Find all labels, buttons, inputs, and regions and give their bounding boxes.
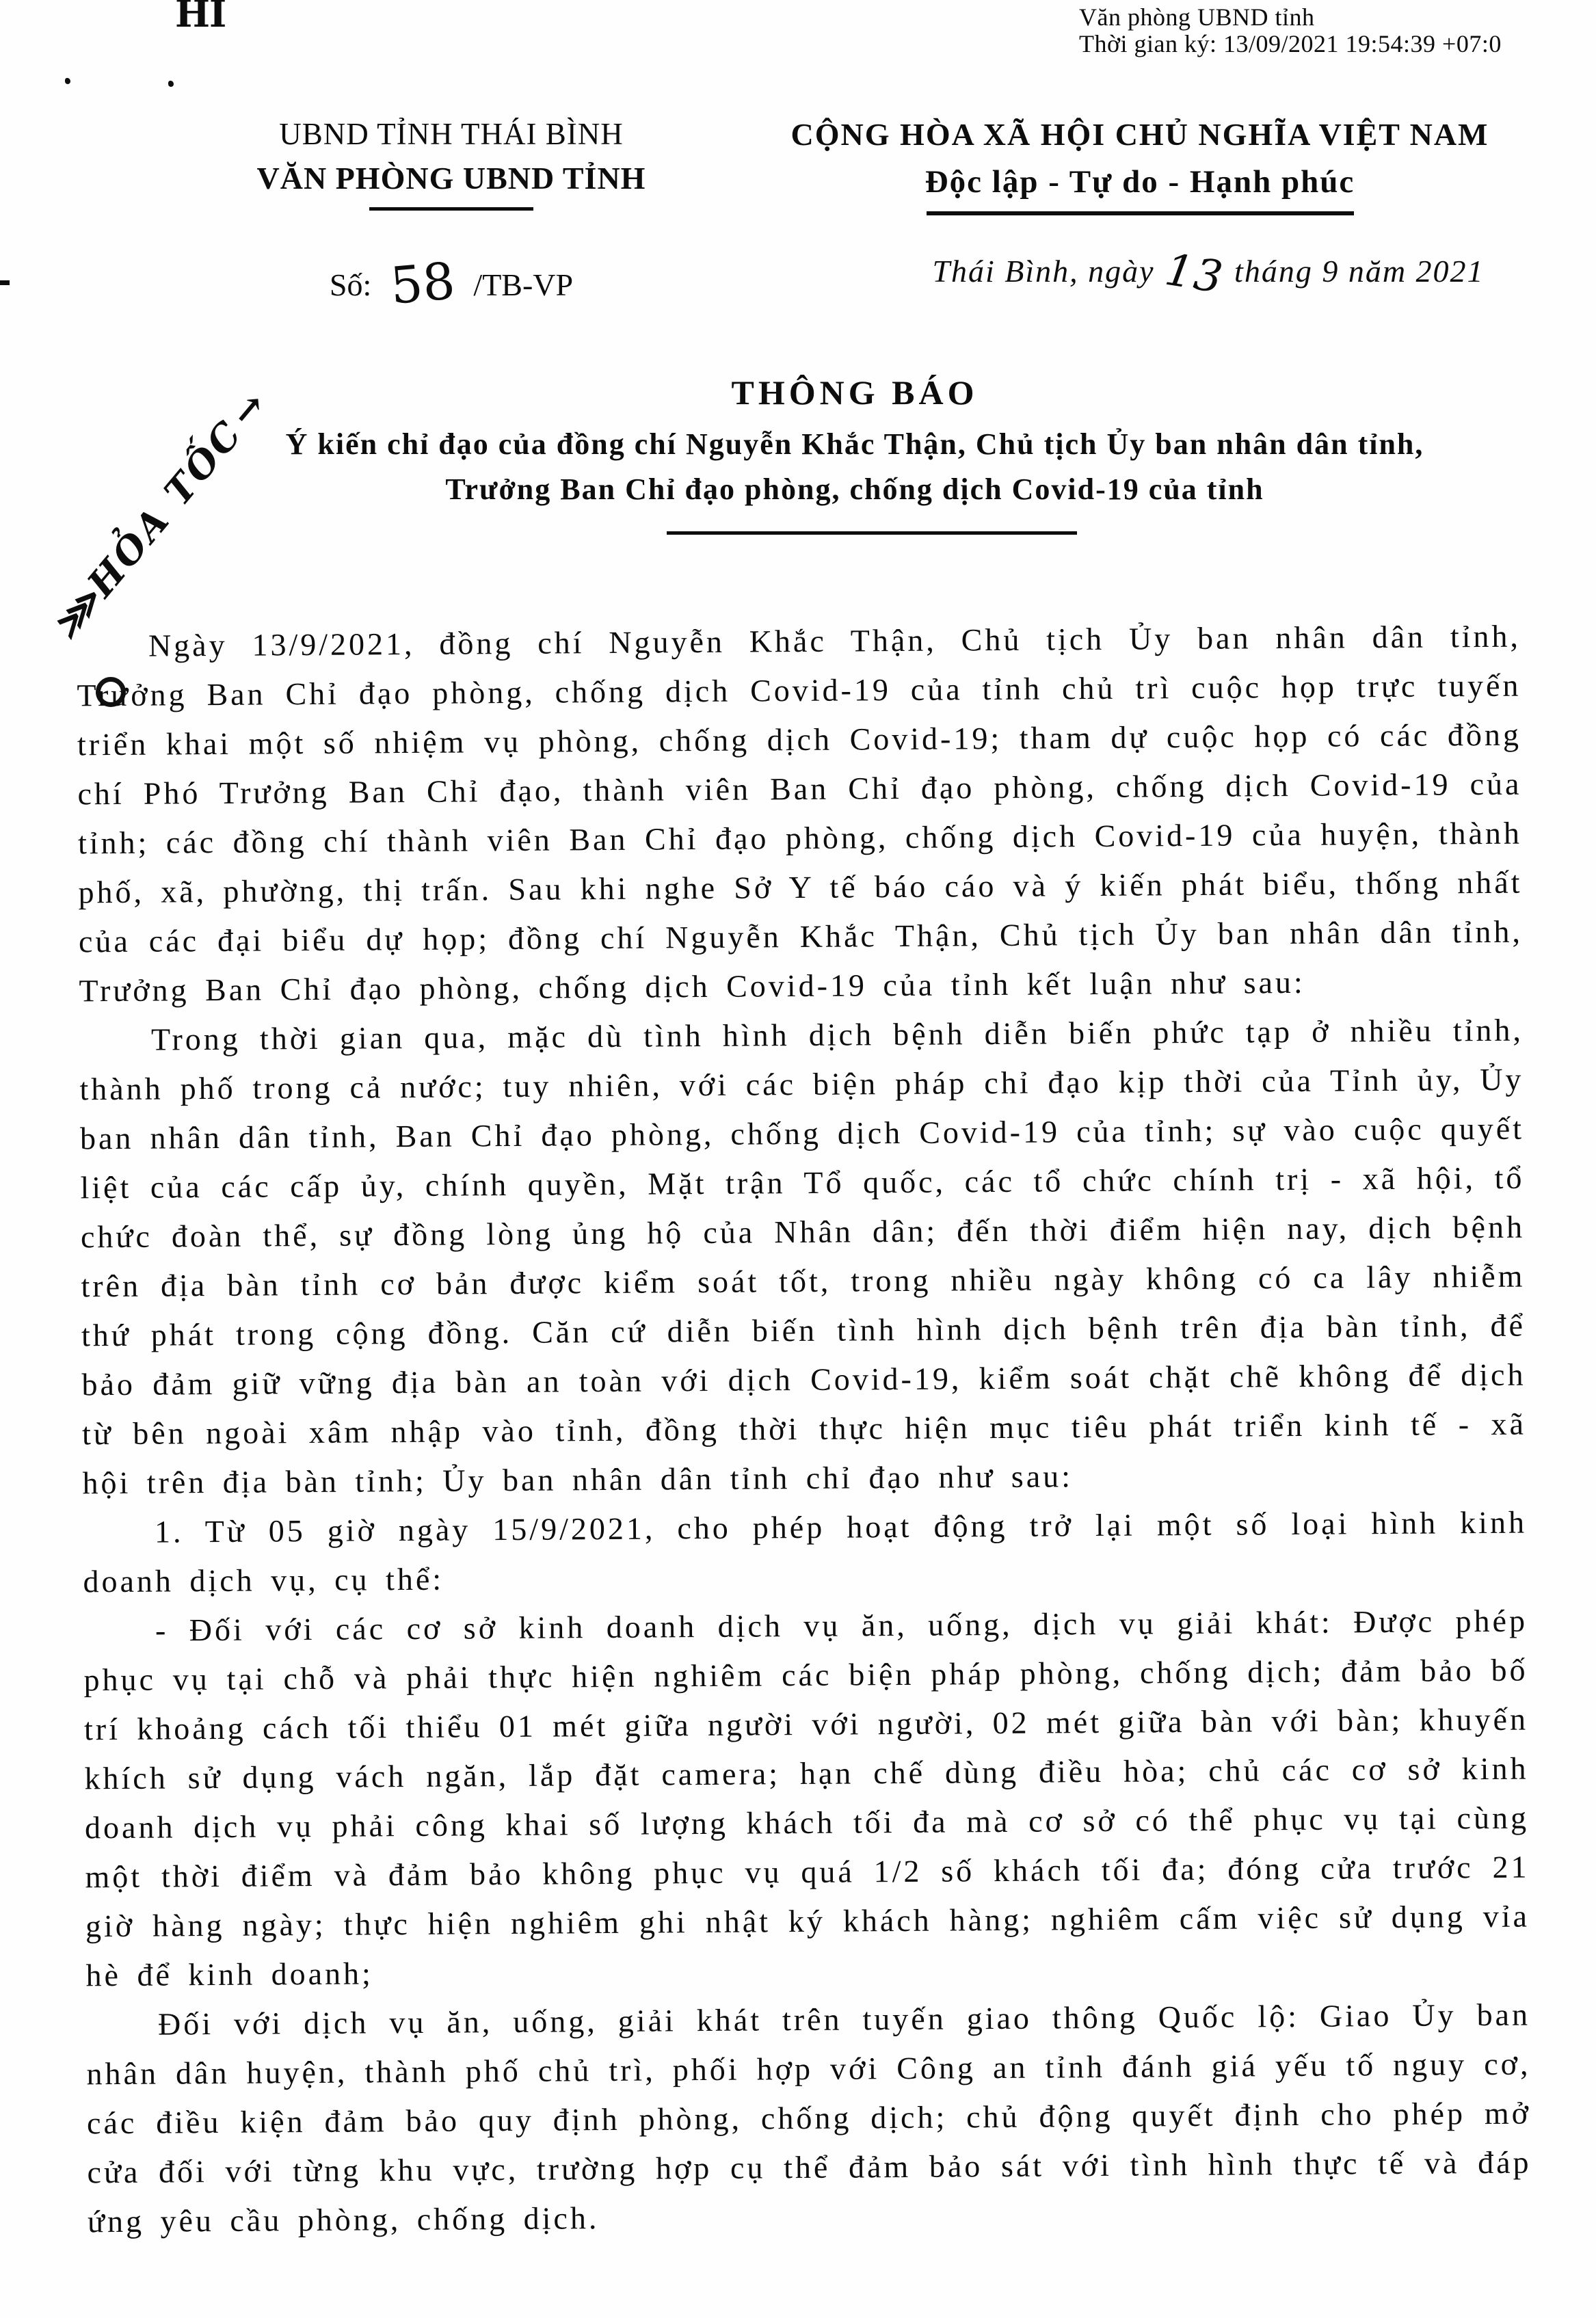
arrow-icon: →: [221, 381, 277, 435]
document-number-suffix: /TB-VP: [473, 267, 574, 302]
document-title-block: [114, 373, 1596, 535]
issuing-agency-block: [226, 116, 677, 316]
document-type-heading: THÔNG BÁO: [731, 373, 979, 412]
signature-org: Văn phòng UBND tỉnh: [1079, 3, 1315, 31]
body-paragraph: Trong thời gian qua, mặc dù tình hình dịch bệnh diễn biến phức tạp ở nhiều tỉnh, thành phố trong cả nước; tuy nhiên, với các biện pháp chỉ đạo kịp thời của Tỉnh ủy, Ủy ban nhân dân tỉnh, Ban Chỉ đạo phòng, chống dịch Covid-19 của tỉnh; sự vào cuộc quyết liệt của các cấp ủy, chính quyền, Mặt trận Tổ quốc, các tổ chức chính trị - xã hội, tổ chức đoàn thể, sự đồng lòng ủng hộ của Nhân dân; đến thời điểm hiện nay, dịch bệnh trên địa bàn tỉnh cơ bản được kiểm soát tốt, trong nhiều ngày không có ca lây nhiễm thứ phát trong cộng đồng. Căn cứ diễn biến tình hình dịch bệnh trên địa bàn tỉnh, để bảo đảm giữ vững địa bàn an toàn với dịch Covid-19, kiểm soát chặt chẽ không để dịch từ bên ngoài xâm nhập vào tỉnh, đồng thời thực hiện mục tiêu phát triển kinh tế - xã hội trên địa bàn tỉnh; Ủy ban nhân dân tỉnh chỉ đạo như sau:: [79, 1012, 1527, 1501]
document-subject-line1: Ý kiến chỉ đạo của đồng chí Nguyễn Khắc Thận, Chủ tịch Ủy ban nhân dân tỉnh,: [285, 427, 1424, 461]
document-subject-line2: Trưởng Ban Chỉ đạo phòng, chống dịch Covid-19 của tỉnh: [445, 472, 1264, 506]
signature-timestamp: Thời gian ký: 13/09/2021 19:54:39 +07:0: [1079, 30, 1502, 57]
title-underline: [667, 531, 1077, 535]
handwritten-mark: HI: [175, 0, 226, 36]
ink-speck: [65, 78, 70, 84]
dateline-day-handwritten: 13: [1161, 244, 1227, 304]
scan-edge-artifact: [0, 280, 10, 285]
triple-chevron-icon: ⋙: [43, 582, 108, 648]
body-paragraph: - Đối với các cơ sở kinh doanh dịch vụ ăn, uống, dịch vụ giải khát: Được phép phục vụ tại chỗ và phải thực hiện nghiêm các biện pháp phòng, chống dịch; đảm bảo bố trí khoảng cách tối thiểu 01 mét giữa người với người, 02 mét giữa bàn với bàn; khuyến khích sử dụng vách ngăn, lắp đặt camera; hạn chế dùng điều hòa; chủ các cơ sở kinh doanh dịch vụ phải công khai số lượng khách tối đa mà cơ sở có thể phục vụ tại cùng một thời điểm và đảm bảo không phục vụ quá 1/2 số khách tối đa; đóng cửa trước 21 giờ hàng ngày; thực hiện nghiêm ghi nhật ký khách hàng; nghiêm cấm việc sử dụng vỉa hè để kinh doanh;: [83, 1603, 1530, 1993]
dateline-suffix: tháng 9 năm 2021: [1234, 254, 1485, 289]
document-number-line: [226, 252, 677, 316]
national-header-block: [684, 116, 1596, 304]
body-paragraph: 1. Từ 05 giờ ngày 15/9/2021, cho phép hoạt động trở lại một số loại hình kinh doanh dịch vụ, cụ thể:: [83, 1504, 1528, 1599]
ink-speck: [168, 81, 174, 87]
agency-underline: [369, 207, 533, 211]
digital-signature-block: [1079, 4, 1596, 57]
dateline-prefix: Thái Bình, ngày: [932, 254, 1155, 289]
parent-agency-name: UBND TỈNH THÁI BÌNH: [279, 117, 624, 151]
national-motto-line1: CỘNG HÒA XÃ HỘI CHỦ NGHĨA VIỆT NAM: [790, 117, 1489, 152]
document-body: [77, 612, 1532, 2247]
document-number-label: Số:: [329, 267, 372, 302]
motto-underline: [927, 211, 1354, 215]
agency-name: VĂN PHÒNG UBND TỈNH: [256, 161, 646, 196]
place-date-line: [752, 244, 1596, 304]
national-motto-line2: Độc lập - Tự do - Hạnh phúc: [925, 164, 1355, 200]
body-paragraph: Đối với dịch vụ ăn, uống, giải khát trên tuyến giao thông Quốc lộ: Giao Ủy ban nhân dân huyện, thành phố chủ trì, phối hợp với Công an tỉnh đánh giá yếu tố nguy cơ, các điều kiện đảm bảo quy định phòng, chống dịch; chủ động quyết định cho phép mở cửa đối với từng khu vực, trường hợp cụ thể đảm bảo sát với tình hình thực tế và đáp ứng yêu cầu phòng, chống dịch.: [86, 1997, 1532, 2239]
urgency-note-text: HỎA TỐC: [78, 410, 252, 605]
document-number-handwritten: 58: [388, 252, 457, 316]
document-subject: [114, 422, 1596, 512]
body-paragraph: Ngày 13/9/2021, đồng chí Nguyễn Khắc Thận, Chủ tịch Ủy ban nhân dân tỉnh, Trưởng Ban Chỉ đạo phòng, chống dịch Covid-19 của tỉnh chủ trì cuộc họp trực tuyến triển khai một số nhiệm vụ phòng, chống dịch Covid-19; tham dự cuộc họp có các đồng chí Phó Trưởng Ban Chỉ đạo, thành viên Ban Chỉ đạo phòng, chống dịch Covid-19 của tỉnh; các đồng chí thành viên Ban Chỉ đạo phòng, chống dịch Covid-19 của huyện, thành phố, xã, phường, thị trấn. Sau khi nghe Sở Y tế báo cáo và ý kiến phát biểu, thống nhất của các đại biểu dự họp; đồng chí Nguyễn Khắc Thận, Chủ tịch Ủy ban nhân dân tỉnh, Trưởng Ban Chỉ đạo phòng, chống dịch Covid-19 của tỉnh kết luận như sau:: [77, 618, 1524, 1009]
